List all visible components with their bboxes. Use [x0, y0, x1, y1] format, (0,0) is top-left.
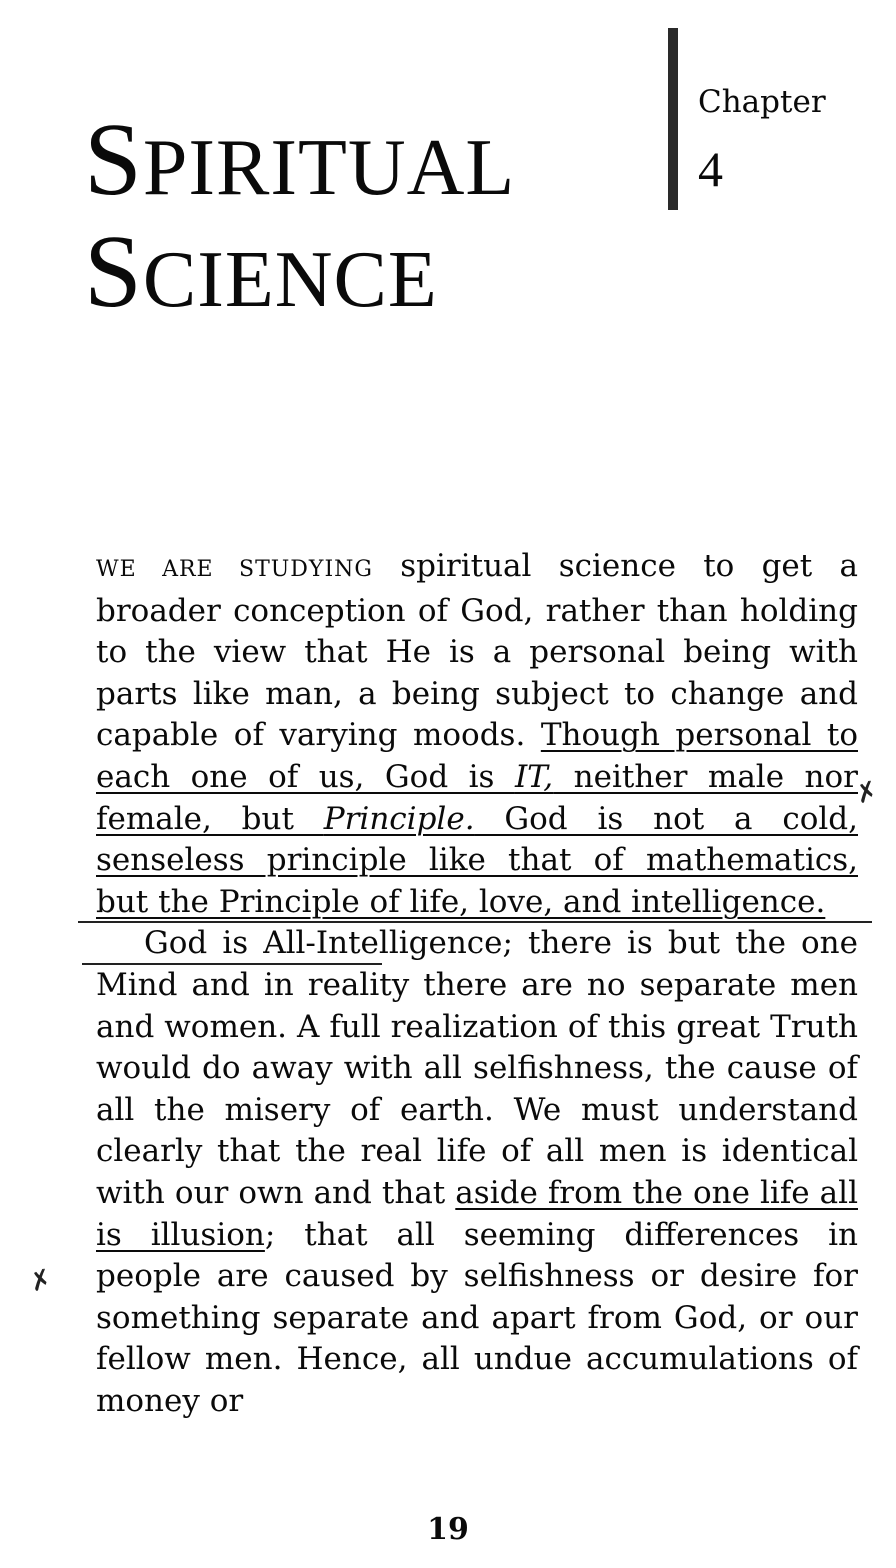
chapter-number: 4: [698, 141, 723, 197]
underlined-text-1: Though personal to each one of us, God is: [96, 717, 858, 795]
pen-mark-icon: ✗: [25, 1263, 56, 1299]
italic-it: IT,: [514, 758, 554, 795]
title-initial-2: S: [84, 214, 143, 329]
p2-text-a: God is All-Intelligence; there is but the one Mind and in reality there are no separate men and women. A full realization of this great Truth would do away with all selfishness, the cause of all the misery of earth. We must understand clearly that the real life of all men is identical with our own and that: [96, 925, 858, 1211]
chapter-label: Chapter: [698, 84, 826, 120]
p1-text: spiritual science to get a broader conception of God, rather than holding to the view that He is a personal being with parts like man, a being subject to change and capable of varying moods.: [96, 548, 858, 754]
underlined-text-3: God is not a cold, senseless principle like that of mathematics, but the Principle of life, love, and intelligence.: [96, 800, 858, 920]
page-number: 19: [427, 1512, 469, 1547]
underlined-text-2: neither male nor female, but: [96, 758, 858, 837]
chapter-title: [84, 102, 516, 332]
chapter-divider-bar: [668, 28, 678, 210]
margin-underline-stroke: [78, 921, 872, 923]
pen-mark-icon: ✗: [851, 775, 882, 811]
paragraph-1: [96, 546, 858, 923]
title-initial-1: S: [84, 102, 143, 217]
title-line-2: CIENCE: [142, 236, 438, 324]
margin-underline-stroke: [82, 963, 382, 965]
p2-text-b: ; that all seeming differences in people are caused by selfishness or desire for something separate and apart from God, or our fellow men. Hence, all undue accumulations of money or: [96, 1216, 858, 1419]
lead-in-small-caps: WE ARE STUDYING: [96, 557, 373, 582]
body-text: [96, 546, 858, 1422]
paragraph-2: [96, 923, 858, 1422]
italic-principle: Principle.: [323, 800, 475, 837]
underlined-passage-2: aside from the one life all is illusion: [96, 1174, 858, 1253]
title-line-1: PIRITUAL: [142, 124, 516, 212]
